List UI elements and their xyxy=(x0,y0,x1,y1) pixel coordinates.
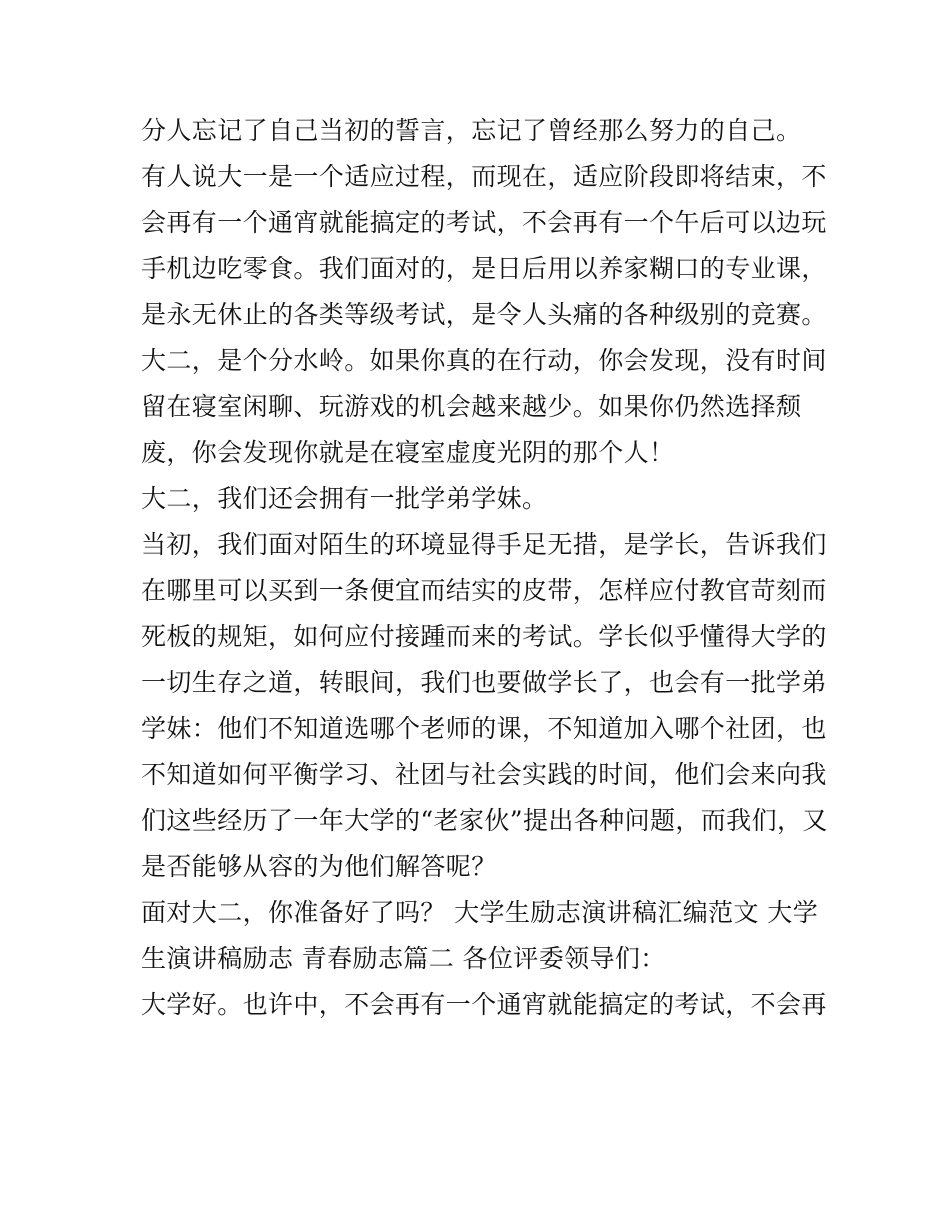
paragraph xyxy=(141,154,827,338)
text-line: 大学好。也许中，不会再有一个通宵就能搞定的考试，不会再 xyxy=(141,990,827,1019)
text-line: 死板的规矩，如何应付接踵而来的考试。学长似乎懂得大学的 xyxy=(141,622,827,651)
paragraph xyxy=(141,108,821,154)
text-line: 废，你会发现你就是在寝室虚度光阴的那个人！ xyxy=(141,438,675,467)
text-line: 是否能够从容的为他们解答呢？ xyxy=(141,852,497,881)
text-line: 不知道如何平衡学习、社团与社会实践的时间，他们会来向我 xyxy=(141,760,827,789)
text-line: 大二，我们还会拥有一批学弟学妹。 xyxy=(141,484,548,513)
text-line: 有人说大一是一个适应过程，而现在，适应阶段即将结束，不 xyxy=(141,162,827,191)
document-body xyxy=(141,108,828,1028)
text-line: 大二，是个分水岭。如果你真的在行动，你会发现，没有时间 xyxy=(141,346,827,375)
text-line: 手机边吃零食。我们面对的，是日后用以养家糊口的专业课， xyxy=(141,254,827,283)
paragraph xyxy=(141,982,827,1028)
text-line: 在哪里可以买到一条便宜而结实的皮带，怎样应付教官苛刻而 xyxy=(141,576,827,605)
text-line: 面对大二，你准备好了吗？ 大学生励志演讲稿汇编范文 大学 xyxy=(141,898,819,927)
text-line: 学妹：他们不知道选哪个老师的课，不知道加入哪个社团，也 xyxy=(141,714,827,743)
paragraph xyxy=(141,522,828,890)
text-line: 是永无休止的各类等级考试，是令人头痛的各种级别的竞赛。 xyxy=(141,300,827,329)
text-line: 留在寝室闲聊、玩游戏的机会越来越少。如果你仍然选择颓 xyxy=(141,392,802,421)
paragraph xyxy=(141,476,821,522)
paragraph xyxy=(141,338,827,476)
text-line: 生演讲稿励志 青春励志篇二 各位评委领导们： xyxy=(141,944,666,973)
paragraph xyxy=(141,890,821,982)
text-line: 会再有一个通宵就能搞定的考试，不会再有一个午后可以边玩 xyxy=(141,208,827,237)
text-line: 分人忘记了自己当初的誓言，忘记了曾经那么努力的自己。 xyxy=(141,116,802,145)
text-line: 当初，我们面对陌生的环境显得手足无措，是学长，告诉我们 xyxy=(141,530,827,559)
text-line: 们这些经历了一年大学的“老家伙”提出各种问题，而我们，又 xyxy=(141,806,828,835)
text-line: 一切生存之道，转眼间，我们也要做学长了，也会有一批学弟 xyxy=(141,668,827,697)
